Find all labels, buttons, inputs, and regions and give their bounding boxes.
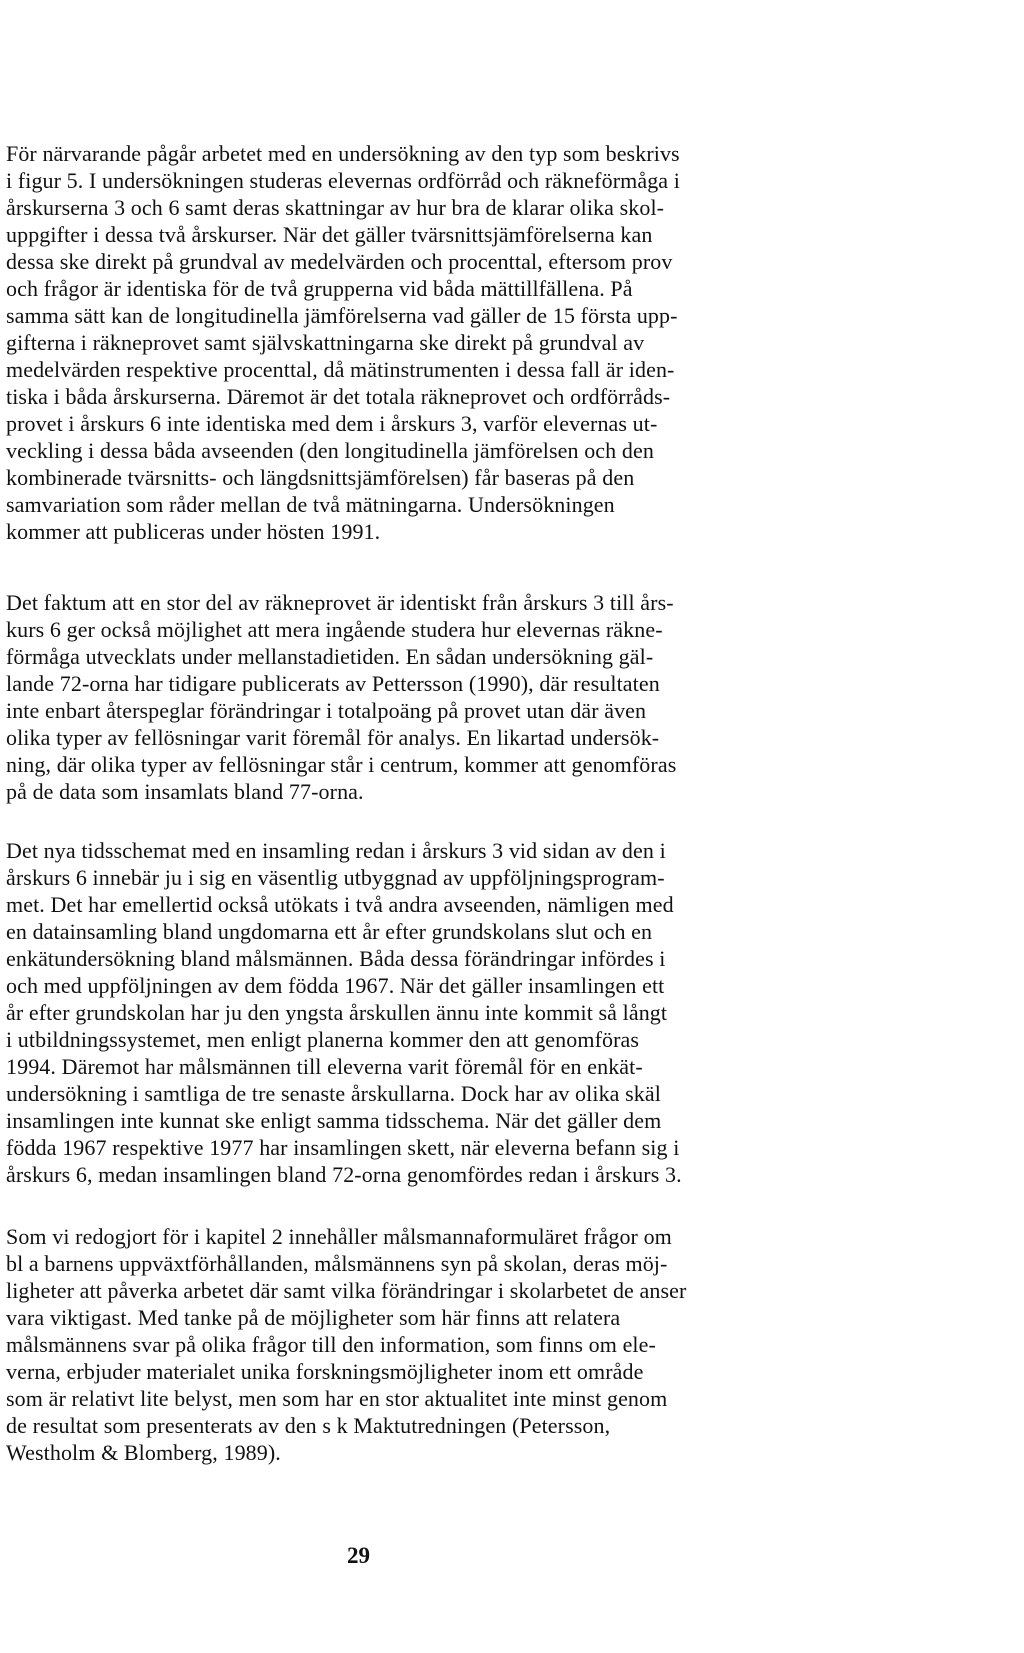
text-line: ligheter att påverka arbetet där samt vilka förändringar i skolarbetet de anser <box>6 1278 687 1303</box>
text-line: en datainsamling bland ungdomarna ett år efter grundskolans slut och en <box>6 919 653 944</box>
text-line: förmåga utvecklats under mellanstadietiden. En sådan undersökning gäl- <box>6 644 654 669</box>
text-line: som är relativt lite belyst, men som har en stor aktualitet inte minst genom <box>6 1386 668 1411</box>
text-line: medelvärden respektive procenttal, då mätinstrumenten i dessa fall är iden- <box>6 357 675 382</box>
text-line: dessa ske direkt på grundval av medelvärden och procenttal, eftersom prov <box>6 249 673 274</box>
text-line: kommer att publiceras under hösten 1991. <box>6 519 381 544</box>
text-line: lande 72-orna har tidigare publicerats av Pettersson (1990), där resultaten <box>6 671 660 696</box>
text-line: årskurserna 3 och 6 samt deras skattningar av hur bra de klarar olika skol- <box>6 195 665 220</box>
text-line: bl a barnens uppväxtförhållanden, målsmännens syn på skolan, deras möj- <box>6 1251 668 1276</box>
text-line: och med uppföljningen av dem födda 1967. När det gäller insamlingen ett <box>6 973 665 998</box>
text-line: Westholm & Blomberg, 1989). <box>6 1440 281 1465</box>
text-line: Som vi redogjort för i kapitel 2 innehåller målsmannaformuläret frågor om <box>6 1224 672 1249</box>
text-line: olika typer av fellösningar varit föremål för analys. En likartad undersök- <box>6 725 660 750</box>
text-line: uppgifter i dessa två årskurser. När det gäller tvärsnittsjämförelserna kan <box>6 222 653 247</box>
text-line: gifterna i räkneprovet samt självskattningarna ske direkt på grundval av <box>6 330 645 355</box>
text-line: årskurs 6, medan insamlingen bland 72-orna genomfördes redan i årskurs 3. <box>6 1162 682 1187</box>
page-number: 29 <box>347 1543 370 1568</box>
text-line: 1994. Däremot har målsmännen till eleverna varit föremål för en enkät- <box>6 1054 643 1079</box>
text-line: verna, erbjuder materialet unika forskningsmöjligheter inom ett område <box>6 1359 644 1384</box>
text-line: inte enbart återspeglar förändringar i totalpoäng på provet utan där även <box>6 698 647 723</box>
text-line: kombinerade tvärsnitts- och längdsnittsjämförelsen) får baseras på den <box>6 465 635 490</box>
text-line: veckling i dessa båda avseenden (den longitudinella jämförelsen och den <box>6 438 654 463</box>
text-line: samma sätt kan de longitudinella jämförelserna vad gäller de 15 första upp- <box>6 303 678 328</box>
text-line: de resultat som presenterats av den s k Maktutredningen (Petersson, <box>6 1413 611 1438</box>
text-line: undersökning i samtliga de tre senaste årskullarna. Dock har av olika skäl <box>6 1081 661 1106</box>
text-line: Det nya tidsschemat med en insamling redan i årskurs 3 vid sidan av den i <box>6 838 666 863</box>
text-line: enkätundersökning bland målsmännen. Båda dessa förändringar infördes i <box>6 946 666 971</box>
text-line: För närvarande pågår arbetet med en undersökning av den typ som beskrivs <box>6 141 680 166</box>
text-line: målsmännens svar på olika frågor till den information, som finns om ele- <box>6 1332 656 1357</box>
text-line: i figur 5. I undersökningen studeras elevernas ordförråd och räkneförmåga i <box>6 168 680 193</box>
text-line: i utbildningssystemet, men enligt planerna kommer den att genomföras <box>6 1027 640 1052</box>
text-line: födda 1967 respektive 1977 har insamlingen skett, när eleverna befann sig i <box>6 1135 680 1160</box>
text-line: samvariation som råder mellan de två mätningarna. Undersökningen <box>6 492 615 517</box>
text-line: kurs 6 ger också möjlighet att mera ingående studera hur elevernas räkne- <box>6 617 663 642</box>
text-line: insamlingen inte kunnat ske enligt samma tidsschema. När det gäller dem <box>6 1108 662 1133</box>
text-line: och frågor är identiska för de två grupperna vid båda mättillfällena. På <box>6 276 633 301</box>
text-line: ning, där olika typer av fellösningar står i centrum, kommer att genomföras <box>6 752 677 777</box>
text-line: tiska i båda årskurserna. Däremot är det totala räkneprovet och ordförråds- <box>6 384 671 409</box>
text-line: årskurs 6 innebär ju i sig en väsentlig utbyggnad av uppföljningsprogram- <box>6 865 665 890</box>
text-line: år efter grundskolan har ju den yngsta årskullen ännu inte kommit så långt <box>6 1000 668 1025</box>
text-line: met. Det har emellertid också utökats i två andra avseenden, nämligen med <box>6 892 674 917</box>
text-line: provet i årskurs 6 inte identiska med dem i årskurs 3, varför elevernas ut- <box>6 411 658 436</box>
text-line: på de data som insamlats bland 77-orna. <box>6 779 364 804</box>
text-line: Det faktum att en stor del av räkneprovet är identiskt från årskurs 3 till års- <box>6 590 674 615</box>
text-line: vara viktigast. Med tanke på de möjligheter som här finns att relatera <box>6 1305 621 1330</box>
